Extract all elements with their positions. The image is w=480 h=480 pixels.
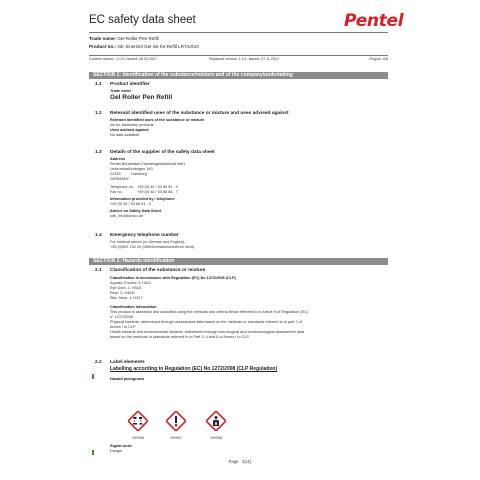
revision-marker [92,450,94,455]
address-line: GERMANY [110,177,130,181]
subsection-1-3-body: Address Pentel Bürobedarf-Handelsgesellschaft mbH Ledernstraßenbogen 143 22339 Hamburg GERMANY Telephone no. +49 (0) 40 / 53 80 91 - 0 Fax no. +49 (0) 40 / 53 85 58 - 7 Information provided by / telephone +49 (0) 40 / 53 80 91 - 0 Advice on Safety Data Sheet sdb_info@umco.de [110,157,386,219]
advice-email: sdb_info@umco.de [110,214,143,218]
address-line: Ledernstraßenbogen 143 [110,167,153,171]
subsection-2-1-body: Classification in accordance with Regulation (EC) No 1272/2008 (CLP) Aquatic Chronic 3; H412 Eye Dam. 1; H318 Repr. 2; H361f Skin Sens. 1; H317 Classification information This product is assessed and classified using the methods and criteria below referred to in Article 9 of Regulation (EC) n° 1272/2008: Physical hazards: determined through assessment data based on the methods or standards referred to in part 2 of Annex I to CLP Health hazards and environmental hazards: determined through toxicological and ecotoxicological assessment data based on the methods or standards referred to in Part 3, 4 and 5 of Annex I to CLP. [110,276,309,339]
health-hazard-icon [206,411,226,431]
subsection-1-2-title: 1.2 Relevant identified uses of the substance or mixture and uses advised against [95,111,289,116]
trade-name-line: Trade name: Gel Roller Pen Refill [89,36,159,41]
current-version: Current version : 2.0.0, issued: 26.03.2017 [89,57,157,61]
pictogram-code: GHS08 [210,436,222,440]
subsection-2-2-body: Labelling according to Regulation (EC) No 1272/2008 (CLP Regulation) Hazard pictograms [110,366,386,382]
pictogram-code: GHS07 [170,436,182,440]
product-no-line: Product no.: Ink: EnerGel Gel Ink for Refill LR7/LR10 [89,44,199,49]
exclamation-mark-icon [166,411,186,431]
address-line: Pentel Bürobedarf-Handelsgesellschaft mbH [110,162,185,166]
revision-marker [92,374,94,379]
subsection-1-2-body: Relevant identified uses of the substance or mixture Ink for stationery products Uses advised against No data available. [110,118,205,137]
header-divider [89,32,388,33]
hazard-pictograms [128,411,238,440]
replaced-version: Replaced version: 1.0.1, issued: 27.11.2012 [209,57,279,61]
document-title: EC safety data sheet [89,14,196,26]
corrosion-icon [128,411,148,431]
product-name: Gel Roller Pen Refill [110,94,173,101]
labelling-heading: Labelling according to Regulation (EC) No 1272/2008 (CLP Regulation) [110,366,278,372]
pentel-logo: Pentel [344,11,404,31]
meta-divider [89,55,388,56]
pictogram-code: GHS05 [132,436,144,440]
page-number: Page 1(11) [228,459,252,464]
region: Region: GB [369,57,388,61]
version-line [89,57,388,61]
subsection-1-1-body: Trade name Gel Roller Pen Refill [110,89,386,102]
signal-word-block: Signal word Danger [110,444,386,454]
signal-word: Danger [110,449,123,453]
subsection-2-2-title: 2.2 Label elements [95,360,145,365]
section-1-header: SECTION 1: Identification of the substance/mixture and of the company/undertaking [89,72,388,79]
subsection-2-1-title: 2.1 Classification of the substance or mixture [95,268,206,273]
subsection-1-4-title: 1.4 Emergency telephone number [95,233,179,238]
address-line: 22339 Hamburg [110,172,147,176]
subsection-1-4-body: For medical advice (in German and English): +49 (0)551 192 40 (Giftinformationszentrum Nord) [110,240,195,249]
subsection-1-3-title: 1.3 Details of the supplier of the safety data sheet [95,150,215,155]
section-2-header: SECTION 2: Hazards identification [89,258,388,265]
subsection-1-1-title: 1.1 Product identifier [95,82,150,87]
